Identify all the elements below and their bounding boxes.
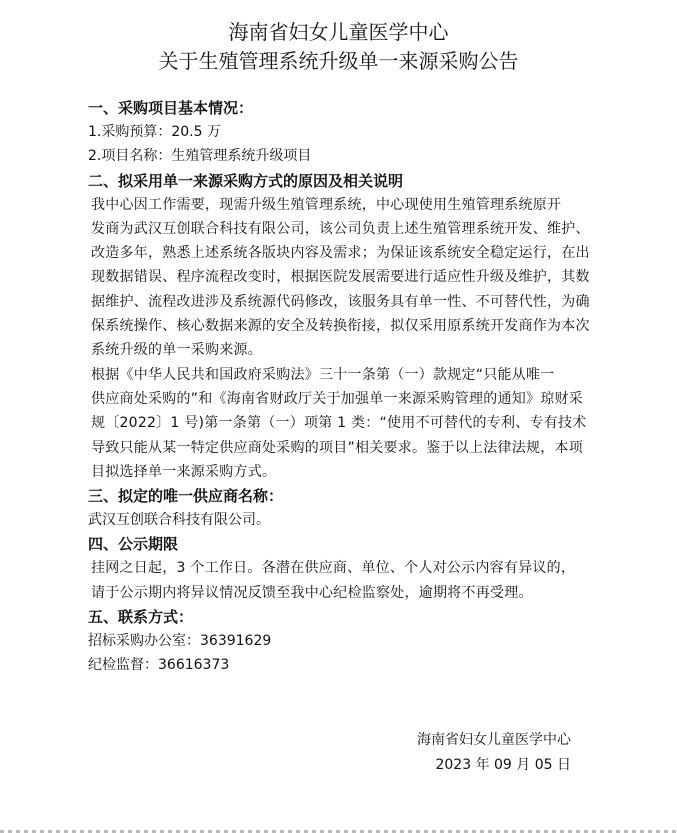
paragraph-line: 供应商处采购的”和《海南省财政厅关于加强单一来源采购管理的通知》琼财采 <box>91 390 584 407</box>
paragraph-line: 请于公示期内将异议情况反馈至我中心纪检监察处，逾期将不再受理。 <box>91 584 533 601</box>
section-1-heading: 一、采购项目基本情况： <box>88 99 254 117</box>
paragraph-line: 改造多年，熟悉上述系统各版块内容及需求；为保证该系统安全稳定运行，在出 <box>91 245 590 262</box>
paragraph-line: 现数据错误、程序流程改变时，根据医院发展需要进行适应性升级及维护，其数 <box>91 269 590 286</box>
signature-date: 2023 年 09 月 05 日 <box>435 757 571 773</box>
document-title: 关于生殖管理系统升级单一来源采购公告 <box>158 49 519 73</box>
paragraph-line: 目拟选择单一来源采购方式。 <box>91 463 277 480</box>
paragraph-line: 发商为武汉互创联合科技有限公司，该公司负责上述生殖管理系统开发、维护、 <box>91 220 590 237</box>
section-5-heading: 五、联系方式： <box>88 608 194 627</box>
section-4-heading: 四、公示期限 <box>88 535 179 554</box>
paragraph-line: 系统升级的单一采购来源。 <box>91 342 262 359</box>
paragraph-line: 导致只能从某一特定供应商处采购的项目”相关要求。鉴于以上法律法规，本项 <box>91 439 584 456</box>
signature-org: 海南省妇女儿童医学中心 <box>417 732 571 748</box>
paragraph-line: 保系统操作、核心数据来源的安全及转换衔接，拟仅采用原系统开发商作为本次 <box>91 318 590 335</box>
project-name: 2.项目名称：生殖管理系统升级项目 <box>88 148 312 165</box>
section-2-paragraph-1 <box>62 193 618 363</box>
supplier-name: 武汉互创联合科技有限公司。 <box>88 512 270 529</box>
paragraph-line: 根据《中华人民共和国政府采购法》三十一条第（一）款规定“只能从唯一 <box>91 366 555 383</box>
document-org-title: 海南省妇女儿童医学中心 <box>228 20 449 44</box>
procurement-budget: 1.采购预算：20.5 万 <box>88 124 221 140</box>
section-4-paragraph <box>62 556 618 605</box>
paragraph-line: 规〔2022〕1 号)第一条第（一）项第 1 类：“使用不可替代的专利、专有技术 <box>91 415 587 432</box>
procurement-office-phone: 招标采购办公室：36391629 <box>88 633 272 650</box>
section-2-heading: 二、拟采用单一来源采购方式的原因及相关说明 <box>88 171 404 190</box>
section-2-paragraph-2 <box>62 363 618 484</box>
document-body <box>62 96 618 678</box>
section-3-heading: 三、拟定的唯一供应商名称： <box>88 487 284 506</box>
paragraph-line: 挂网之日起，3 个工作日。各潜在供应商、单位、个人对公示内容有异议的， <box>91 560 576 577</box>
paragraph-line: 我中心因工作需要，现需升级生殖管理系统，中心现使用生殖管理系统原开 <box>91 196 562 213</box>
supervision-phone: 纪检监督：36616373 <box>88 657 230 674</box>
paragraph-line: 据维护、流程改进涉及系统源代码修改，该服务具有单一性、不可替代性，为确 <box>91 293 590 310</box>
